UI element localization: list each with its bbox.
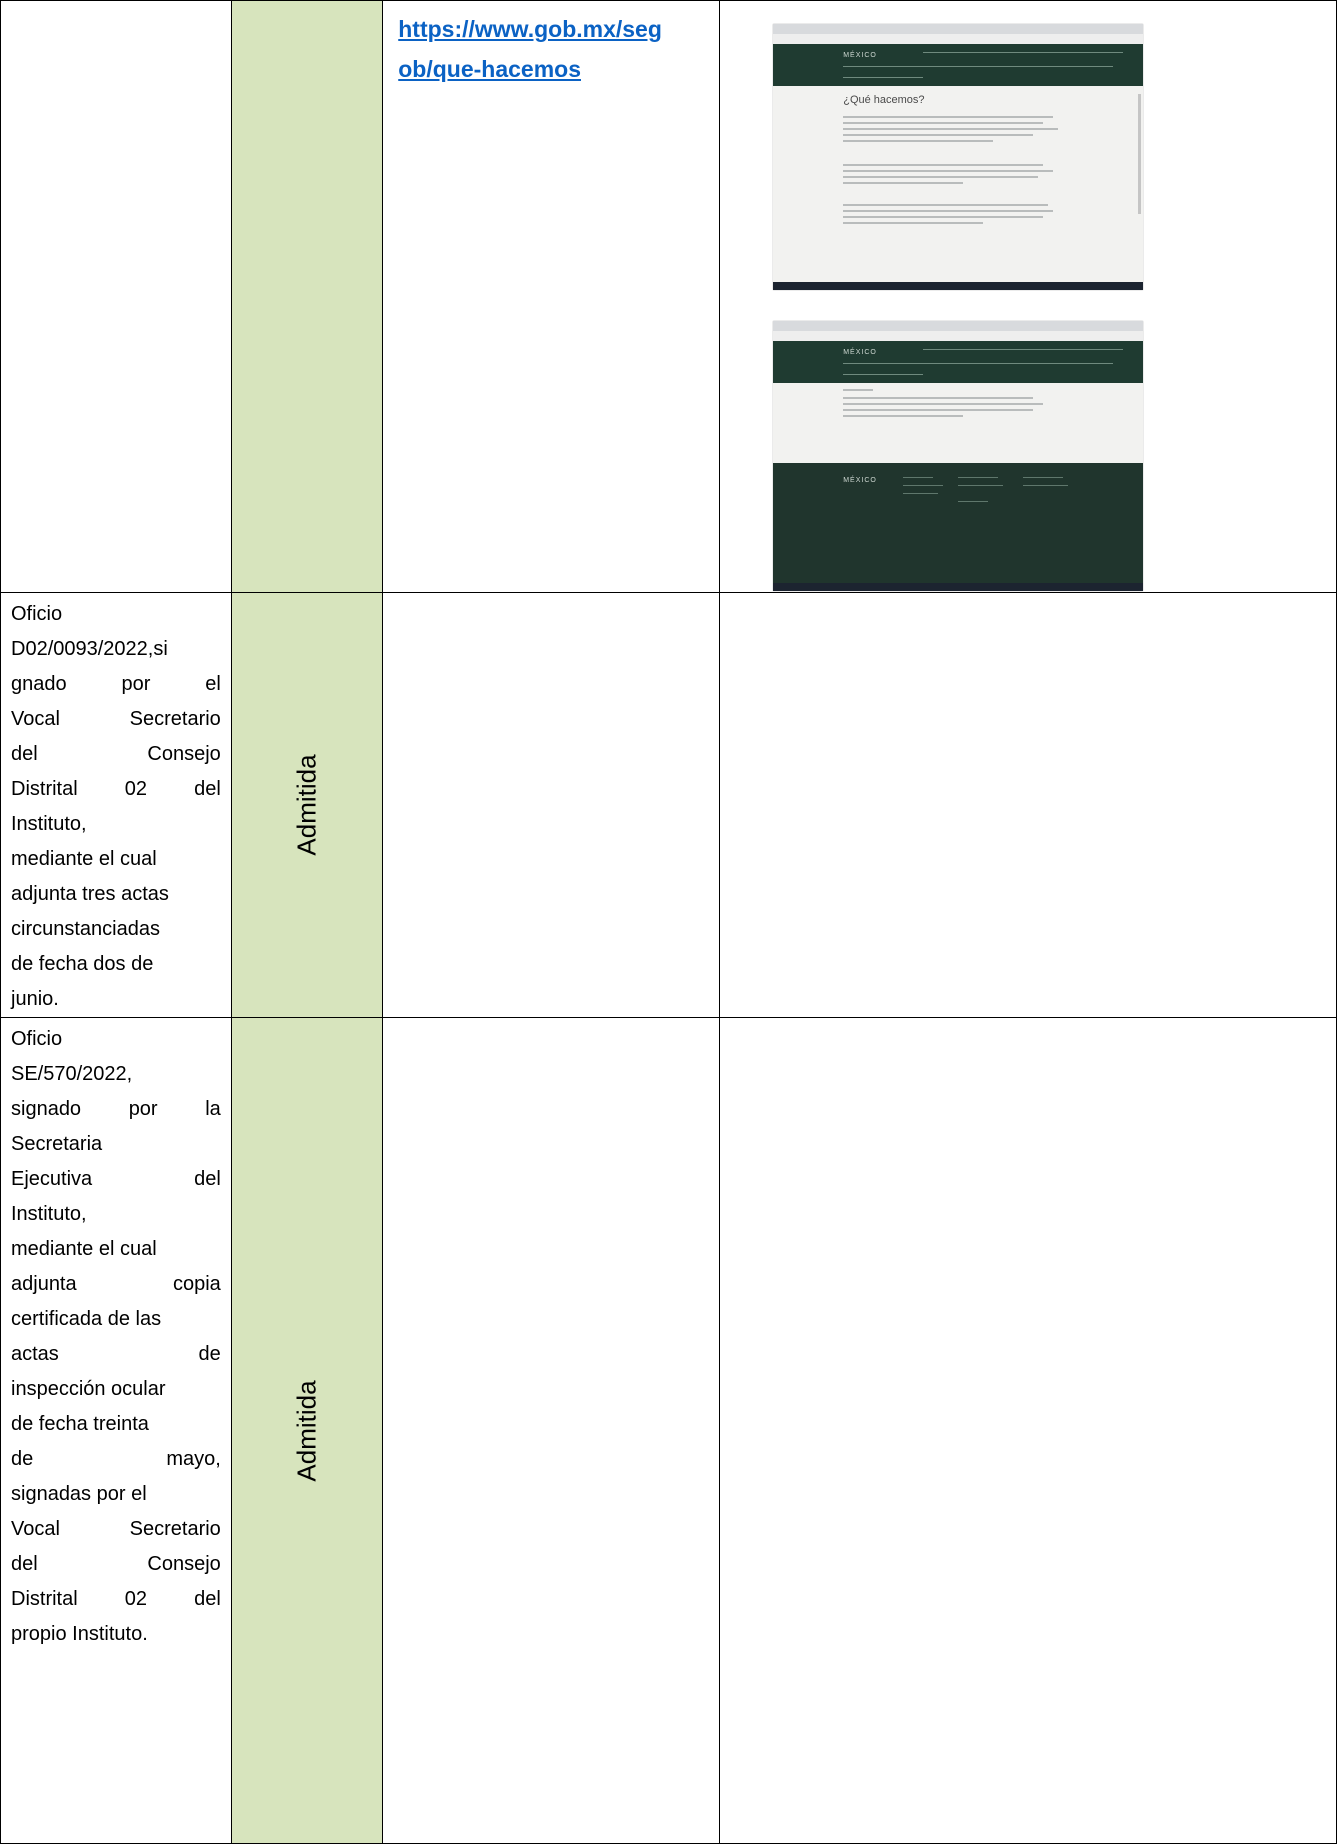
description-line: del Consejo	[11, 1553, 221, 1575]
description-line: adjunta tres actas	[11, 883, 169, 905]
description-line: Vocal Secretario	[11, 708, 221, 730]
status-label: Admitida	[291, 754, 322, 856]
description-line: Vocal Secretario	[11, 1518, 221, 1540]
document-description	[1, 1018, 231, 1652]
description-line: Ejecutiva del	[11, 1168, 221, 1190]
description-line: mediante el cual	[11, 848, 157, 870]
description-line: de fecha treinta	[11, 1413, 149, 1435]
evidence-cell	[720, 1, 1337, 593]
table-row	[1, 1, 1337, 593]
description-line: junio.	[11, 988, 59, 1010]
description-line: actas de	[11, 1343, 221, 1365]
description-line: adjunta copia	[11, 1273, 221, 1295]
description-line: Distrital 02 del	[11, 778, 221, 800]
document-description	[1, 593, 231, 1017]
table-row	[1, 1018, 1337, 1844]
description-line: SE/570/2022,	[11, 1063, 133, 1085]
description-line: del Consejo	[11, 743, 221, 765]
description-line: de fecha dos de	[11, 953, 154, 975]
source-link[interactable]: https://www.gob.mx/seg ob/que-hacemos	[398, 16, 662, 82]
status-label: Admitida	[291, 1379, 322, 1482]
description-line: Oficio	[11, 1028, 63, 1050]
evidence-screenshot-1	[773, 24, 1143, 290]
description-line: certificada de las	[11, 1308, 162, 1330]
description-line: Instituto,	[11, 1203, 87, 1225]
description-line: gnado por el	[11, 673, 221, 695]
description-line: Instituto,	[11, 813, 87, 835]
description-cell	[1, 1018, 232, 1844]
link-cell	[383, 1, 720, 593]
link-cell	[383, 1018, 720, 1844]
description-line: signadas por el	[11, 1483, 147, 1505]
table-row	[1, 593, 1337, 1018]
screenshot-title: ¿Qué hacemos?	[843, 94, 925, 106]
evidence-cell	[720, 1018, 1337, 1844]
evidence-cell	[720, 593, 1337, 1018]
description-line: de mayo,	[11, 1448, 221, 1470]
description-line: mediante el cual	[11, 1238, 157, 1260]
description-line: signado por la	[11, 1098, 221, 1120]
gob-logo: MÉXICO	[843, 349, 877, 356]
description-line: propio Instituto.	[11, 1623, 148, 1645]
description-line: inspección ocular	[11, 1378, 166, 1400]
description-line: D02/0093/2022,si	[11, 638, 168, 660]
description-line: Secretaria	[11, 1133, 103, 1155]
gob-logo-footer: MÉXICO	[843, 477, 877, 484]
link-cell	[383, 593, 720, 1018]
description-line: circunstanciadas	[11, 918, 160, 940]
status-cell	[231, 1018, 382, 1844]
description-line: Oficio	[11, 603, 63, 625]
description-cell	[1, 593, 232, 1018]
evidence-screenshot-2	[773, 321, 1143, 591]
description-cell	[1, 1, 232, 593]
status-cell	[231, 593, 382, 1018]
status-cell	[231, 1, 382, 593]
gob-logo: MÉXICO	[843, 52, 877, 59]
description-line: Distrital 02 del	[11, 1588, 221, 1610]
